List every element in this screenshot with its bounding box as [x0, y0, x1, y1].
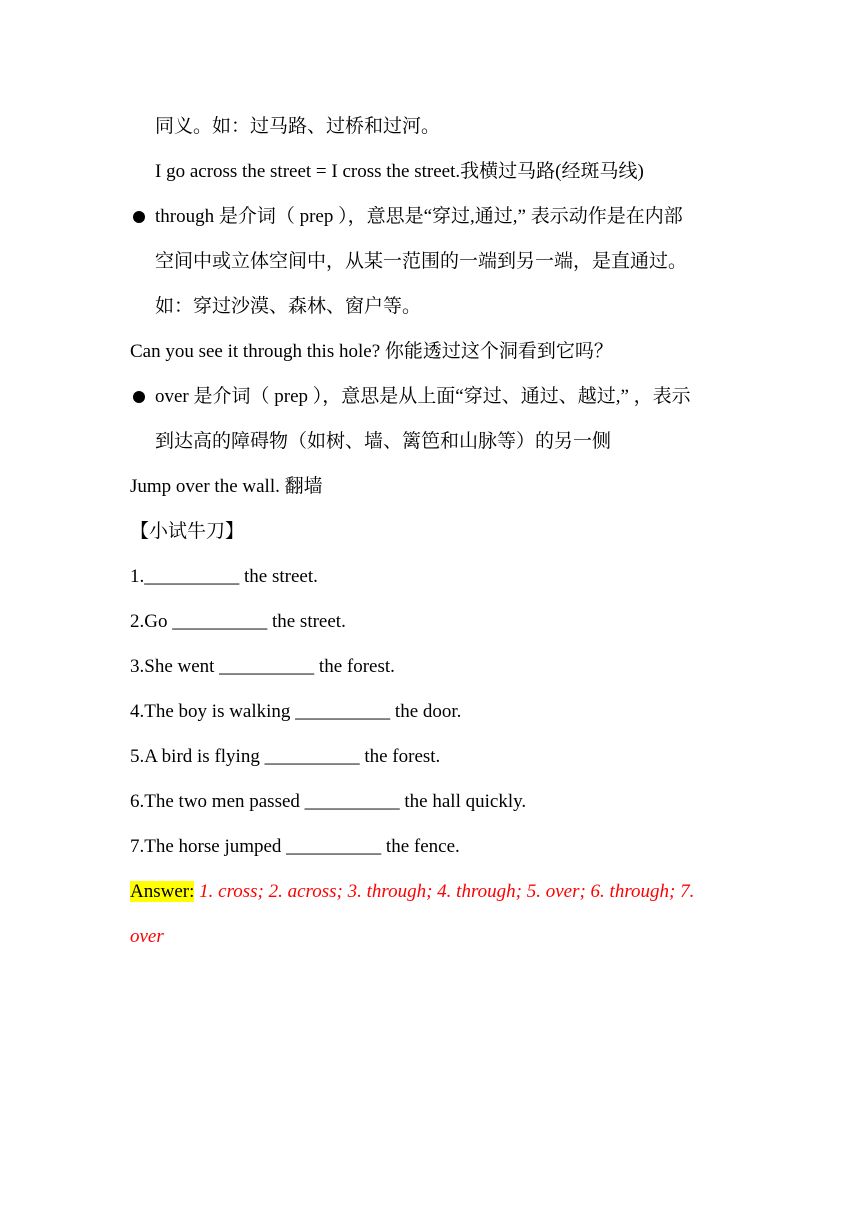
bullet-dot-icon: [133, 391, 145, 403]
exercise-item: 1.__________ the street.: [130, 566, 318, 587]
example-across: I go across the street = I cross the street.我横过马路(经斑马线): [155, 161, 644, 182]
bullet-over-line-1: over 是介词（ prep ），意思是从上面“穿过、通过、越过,” ，表示: [155, 386, 691, 407]
example-over: Jump over the wall. 翻墙: [130, 476, 323, 497]
exercise-item: 7.The horse jumped __________ the fence.: [130, 836, 460, 857]
answer-text-continued: over: [130, 926, 164, 947]
answer-text: 1. cross; 2. across; 3. through; 4. through; 5. over; 6. through; 7.: [194, 881, 695, 902]
exercise-item: 2.Go __________ the street.: [130, 611, 346, 632]
exercise-item: 5.A bird is flying __________ the forest.: [130, 746, 441, 767]
answer-line-2: [130, 925, 164, 949]
answer-label: Answer:: [130, 881, 195, 902]
bullet-dot-icon: [133, 211, 145, 223]
bullet-over-line-2: 到达高的障碍物（如树、墙、篱笆和山脉等）的另一侧: [155, 431, 612, 452]
exercise-heading: 【小试牛刀】: [130, 521, 245, 542]
answer-line-1: [130, 880, 694, 904]
bullet-through-line-2: 空间中或立体空间中，从某一范围的一端到另一端，是直通过。: [155, 251, 688, 272]
bullet-through-line-3: 如：穿过沙漠、森林、窗户等。: [155, 296, 422, 317]
bullet-through-line-1: through 是介词（ prep ），意思是“穿过,通过,” 表示动作是在内部: [155, 206, 683, 227]
exercise-item: 3.She went __________ the forest.: [130, 656, 395, 677]
exercise-item: 4.The boy is walking __________ the door.: [130, 701, 462, 722]
exercise-item: 6.The two men passed __________ the hall quickly.: [130, 791, 527, 812]
example-through: Can you see it through this hole? 你能透过这个洞看到它吗？: [130, 341, 613, 362]
paragraph-across-synonym: 同义。如：过马路、过桥和过河。: [155, 116, 441, 137]
